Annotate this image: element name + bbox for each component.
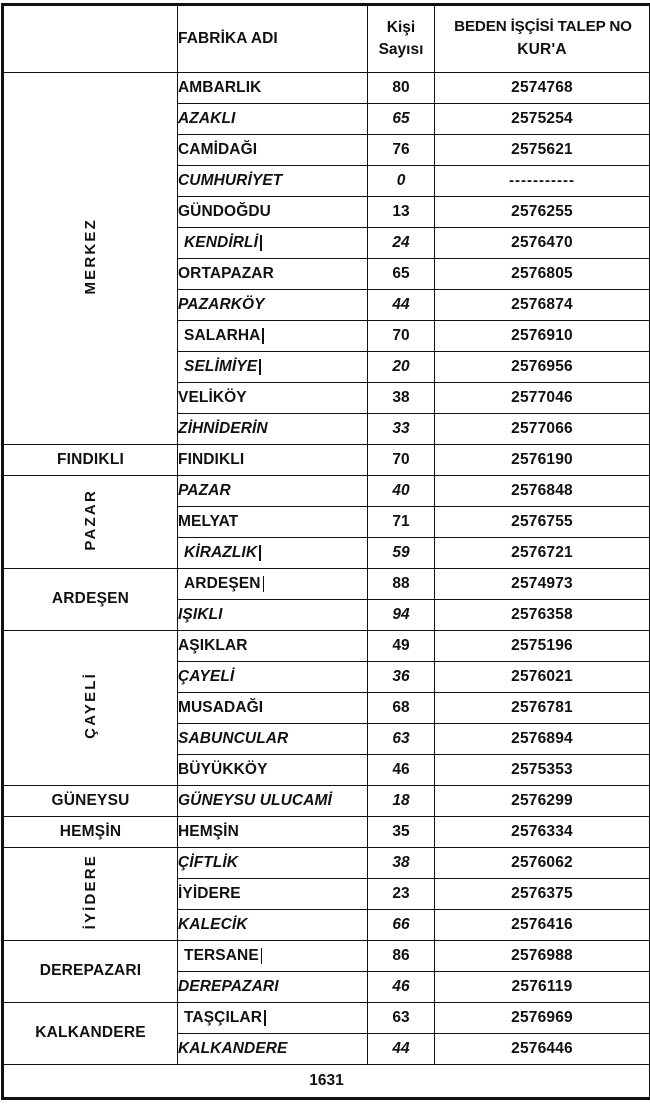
district-cell: DEREPAZARI <box>3 941 178 1003</box>
header-district-blank <box>3 5 178 73</box>
cell-divider-line <box>263 576 265 592</box>
header-person-count <box>368 5 435 73</box>
table-body <box>3 73 650 1065</box>
factory-name-cell: ÇİFTLİK <box>178 848 368 879</box>
district-cell: HEMŞİN <box>3 817 178 848</box>
worker-request-table <box>1 3 650 1100</box>
request-no-cell: 2576874 <box>435 290 650 321</box>
factory-name-cell: PAZARKÖY <box>178 290 368 321</box>
request-no-placeholder: ----------- <box>509 173 575 189</box>
table-row <box>3 445 650 476</box>
request-no-cell: 2576470 <box>435 228 650 259</box>
cell-divider-line <box>262 328 264 344</box>
request-no-cell: 2576375 <box>435 879 650 910</box>
person-count-cell: 71 <box>368 507 435 538</box>
request-no-cell: 2576190 <box>435 445 650 476</box>
table-row <box>3 941 650 972</box>
header-request-no-line2: KUR'A <box>435 42 649 58</box>
table-row <box>3 1003 650 1034</box>
header-request-no-line1: BEDEN İŞÇİSİ TALEP NO <box>437 19 649 35</box>
cell-divider-line <box>259 545 261 561</box>
table-row <box>3 817 650 848</box>
factory-name-cell: FINDIKLI <box>178 445 368 476</box>
request-no-cell: 2576119 <box>435 972 650 1003</box>
person-count-cell: 86 <box>368 941 435 972</box>
person-count-cell: 66 <box>368 910 435 941</box>
table-footer <box>3 1065 650 1099</box>
request-no-cell: 2576848 <box>435 476 650 507</box>
request-no-cell: 2575254 <box>435 104 650 135</box>
request-no-cell: 2575196 <box>435 631 650 662</box>
factory-name-cell: KALKANDERE <box>178 1034 368 1065</box>
request-no-cell: 2575621 <box>435 135 650 166</box>
factory-name-cell <box>178 228 368 259</box>
person-count-cell: 63 <box>368 724 435 755</box>
request-no-cell: 2575353 <box>435 755 650 786</box>
person-count-cell: 35 <box>368 817 435 848</box>
request-no-cell: 2576334 <box>435 817 650 848</box>
person-count-cell: 38 <box>368 383 435 414</box>
factory-name-cell: AMBARLIK <box>178 73 368 104</box>
cell-divider-line <box>260 235 262 251</box>
request-no-cell: 2576299 <box>435 786 650 817</box>
header-person-count-line1: Kişi <box>368 20 434 36</box>
request-no-cell: 2576358 <box>435 600 650 631</box>
factory-name-cell <box>178 352 368 383</box>
request-no-cell: 2576910 <box>435 321 650 352</box>
cell-divider-line <box>259 359 261 375</box>
request-no-cell: 2576062 <box>435 848 650 879</box>
factory-name-cell <box>178 321 368 352</box>
table-row <box>3 848 650 879</box>
factory-name-cell: SABUNCULAR <box>178 724 368 755</box>
table-header <box>3 5 650 73</box>
person-count-cell: 23 <box>368 879 435 910</box>
factory-name-cell: MELYAT <box>178 507 368 538</box>
request-no-cell: 2576894 <box>435 724 650 755</box>
person-count-cell: 24 <box>368 228 435 259</box>
request-no-cell: 2574973 <box>435 569 650 600</box>
factory-name-cell <box>178 569 368 600</box>
person-count-cell: 80 <box>368 73 435 104</box>
district-cell <box>3 73 178 445</box>
person-count-cell: 68 <box>368 693 435 724</box>
district-cell <box>3 848 178 941</box>
request-no-cell: 2576021 <box>435 662 650 693</box>
factory-name-cell: ÇAYELİ <box>178 662 368 693</box>
factory-name-cell: ZİHNİDERİN <box>178 414 368 445</box>
request-no-cell: 2576416 <box>435 910 650 941</box>
factory-name-cell: PAZAR <box>178 476 368 507</box>
person-count-cell: 70 <box>368 321 435 352</box>
factory-name-cell: AZAKLI <box>178 104 368 135</box>
person-count-cell: 65 <box>368 259 435 290</box>
factory-name-cell: MUSADAĞI <box>178 693 368 724</box>
factory-name-cell <box>178 1003 368 1034</box>
person-count-cell: 46 <box>368 755 435 786</box>
request-no-cell: 2576805 <box>435 259 650 290</box>
person-count-cell: 20 <box>368 352 435 383</box>
person-count-cell: 36 <box>368 662 435 693</box>
factory-name-cell: İYİDERE <box>178 879 368 910</box>
person-count-cell: 94 <box>368 600 435 631</box>
cell-divider-line <box>261 948 263 964</box>
request-no-cell: 2576721 <box>435 538 650 569</box>
person-count-cell: 0 <box>368 166 435 197</box>
table-row <box>3 569 650 600</box>
factory-name-label: KİRAZLIK <box>178 545 257 561</box>
factory-name-cell: AŞIKLAR <box>178 631 368 662</box>
person-count-cell: 59 <box>368 538 435 569</box>
factory-name-cell <box>178 538 368 569</box>
request-no-cell: 2576956 <box>435 352 650 383</box>
person-count-cell: 13 <box>368 197 435 228</box>
person-count-cell: 18 <box>368 786 435 817</box>
table-row <box>3 631 650 662</box>
request-no-cell: 2577066 <box>435 414 650 445</box>
request-no-cell: 2574768 <box>435 73 650 104</box>
person-count-cell: 44 <box>368 290 435 321</box>
header-row <box>3 5 650 73</box>
factory-name-label: TERSANE <box>178 948 259 964</box>
factory-name-cell: KALECİK <box>178 910 368 941</box>
district-cell <box>3 631 178 786</box>
person-count-cell: 46 <box>368 972 435 1003</box>
total-row <box>3 1065 650 1099</box>
person-count-cell: 88 <box>368 569 435 600</box>
factory-name-cell: ORTAPAZAR <box>178 259 368 290</box>
person-count-cell: 33 <box>368 414 435 445</box>
factory-name-label: SALARHA <box>178 328 260 344</box>
factory-name-label: ARDEŞEN <box>178 576 261 592</box>
person-count-cell: 76 <box>368 135 435 166</box>
request-no-cell: 2576988 <box>435 941 650 972</box>
table-row <box>3 73 650 104</box>
person-count-cell: 49 <box>368 631 435 662</box>
district-cell: FINDIKLI <box>3 445 178 476</box>
request-no-cell: 2576755 <box>435 507 650 538</box>
cell-divider-line <box>264 1010 266 1026</box>
factory-name-cell: GÜNEYSU ULUCAMİ <box>178 786 368 817</box>
factory-name-cell: IŞIKLI <box>178 600 368 631</box>
header-request-no <box>435 5 650 73</box>
factory-name-label: KENDİRLİ <box>178 235 258 251</box>
district-cell: GÜNEYSU <box>3 786 178 817</box>
person-count-cell: 63 <box>368 1003 435 1034</box>
district-label: ÇAYELİ <box>83 672 99 739</box>
factory-name-cell: CAMİDAĞI <box>178 135 368 166</box>
table-row <box>3 476 650 507</box>
factory-name-cell: GÜNDOĞDU <box>178 197 368 228</box>
request-no-cell: 2577046 <box>435 383 650 414</box>
district-label: MERKEZ <box>83 218 99 295</box>
factory-name-cell: DEREPAZARI <box>178 972 368 1003</box>
district-cell <box>3 476 178 569</box>
header-person-count-line2: Sayısı <box>368 42 434 58</box>
factory-name-cell: BÜYÜKKÖY <box>178 755 368 786</box>
factory-name-label: TAŞÇILAR <box>178 1010 262 1026</box>
factory-name-cell: VELİKÖY <box>178 383 368 414</box>
district-label: PAZAR <box>83 489 99 551</box>
request-no-cell: 2576446 <box>435 1034 650 1065</box>
header-factory-name: FABRİKA ADI <box>178 5 368 73</box>
factory-name-label: SELİMİYE <box>178 359 257 375</box>
table-row <box>3 786 650 817</box>
factory-name-cell <box>178 941 368 972</box>
district-cell: ARDEŞEN <box>3 569 178 631</box>
factory-name-cell: HEMŞİN <box>178 817 368 848</box>
person-count-cell: 44 <box>368 1034 435 1065</box>
request-no-cell <box>435 166 650 197</box>
request-no-cell: 2576969 <box>435 1003 650 1034</box>
person-count-cell: 70 <box>368 445 435 476</box>
district-label: İYİDERE <box>83 854 99 929</box>
district-cell: KALKANDERE <box>3 1003 178 1065</box>
person-count-cell: 40 <box>368 476 435 507</box>
request-no-cell: 2576255 <box>435 197 650 228</box>
person-count-cell: 65 <box>368 104 435 135</box>
total-value: 1631 <box>3 1065 650 1099</box>
factory-name-cell: CUMHURİYET <box>178 166 368 197</box>
person-count-cell: 38 <box>368 848 435 879</box>
request-no-cell: 2576781 <box>435 693 650 724</box>
table-sheet <box>0 3 650 1114</box>
